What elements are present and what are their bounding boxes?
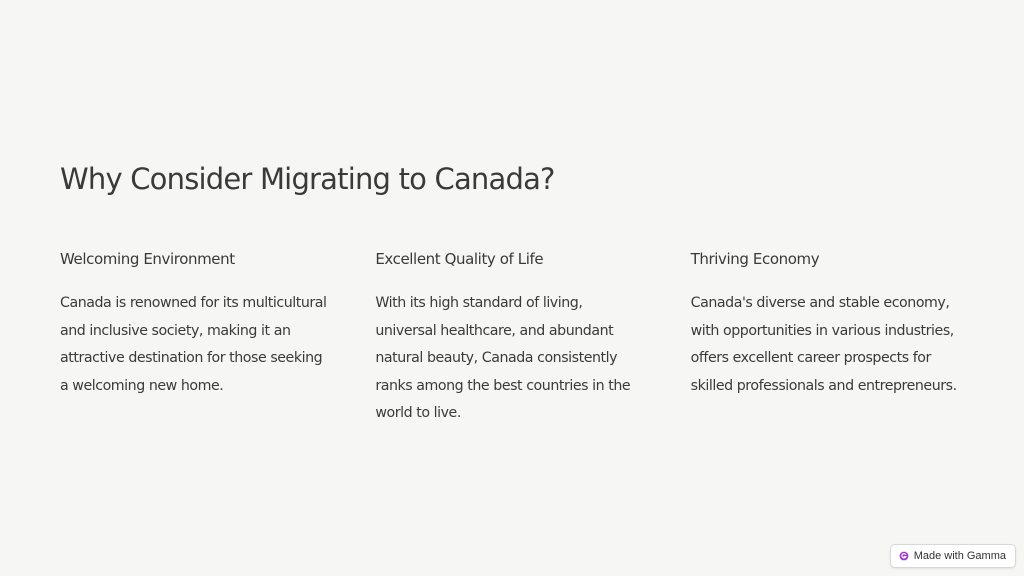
column-body: With its high standard of living, universal healthcare, and abundant natural beauty, Canada consistently ranks among the best countries in the world to live.	[375, 295, 631, 421]
column-body: Canada is renowned for its multicultural and inclusive society, making it an attractive destination for those seeking a welcoming new home.	[60, 295, 327, 394]
column-heading: Welcoming Environment	[60, 250, 235, 268]
gamma-logo-icon	[899, 551, 909, 561]
made-with-gamma-button[interactable]	[890, 544, 1016, 568]
feature-column-thriving-economy	[691, 248, 960, 428]
column-heading: Excellent Quality of Life	[375, 250, 544, 268]
column-body: Canada's diverse and stable economy, with opportunities in various industries, offers excellent career prospects for skilled professionals and entrepreneurs.	[690, 295, 957, 394]
feature-columns	[60, 248, 960, 428]
column-heading: Thriving Economy	[690, 250, 820, 268]
slide-title: Why Consider Migrating to Canada?	[60, 162, 555, 196]
feature-column-welcoming-environment	[60, 248, 329, 428]
feature-column-quality-of-life	[375, 248, 644, 428]
badge-label: Made with Gamma	[913, 550, 1006, 562]
